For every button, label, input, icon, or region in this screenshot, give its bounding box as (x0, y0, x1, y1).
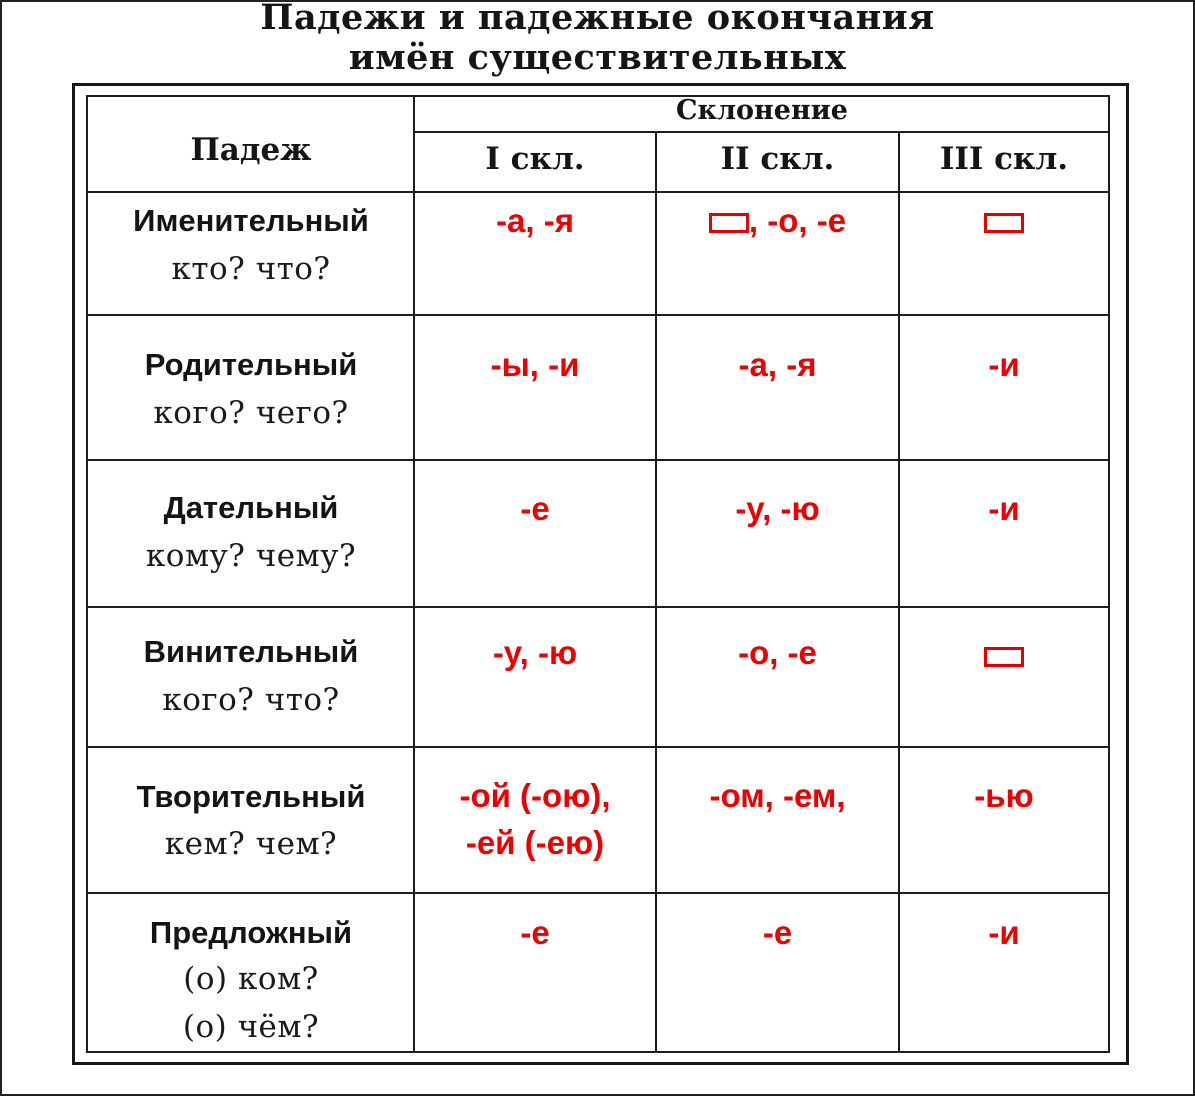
row-divider-header (88, 191, 1109, 193)
ending-prepositional-decl1: -е (520, 914, 550, 951)
question-accusative: кого? что? (162, 682, 340, 718)
header-declension: Склонение (676, 95, 848, 126)
ending-genitive-decl3: -и (988, 346, 1020, 383)
header-decl-3: III скл. (939, 141, 1069, 177)
ending-nominative-decl2-text: , -о, -е (748, 202, 847, 239)
col-divider-case (413, 97, 415, 1053)
question-instrumental: кем? чем? (164, 826, 338, 862)
header-decl-1: I скл. (485, 141, 585, 177)
question-prepositional-line2: (о) чём? (182, 1009, 320, 1045)
row-divider-3 (88, 606, 1109, 608)
ending-prepositional-decl2: -е (762, 914, 793, 951)
ending-accusative-decl2: -о, -е (738, 634, 817, 671)
row-divider-1 (88, 314, 1109, 316)
header-case: Падеж (190, 132, 312, 168)
ending-instrumental-decl1-line2: -ей (-ею) (465, 824, 605, 861)
ending-dative-decl2: -у, -ю (735, 490, 820, 527)
ending-nominative-decl3 (900, 202, 1108, 240)
empty-ending-box (709, 213, 749, 233)
case-genitive: Родительный (144, 347, 358, 382)
title-line-1: Падежи и падежные окончания (260, 0, 935, 38)
header-decl-2: II скл. (720, 141, 835, 177)
case-nominative: Именительный (133, 203, 369, 238)
ending-accusative-decl1: -у, -ю (492, 634, 578, 671)
header-subdivider (415, 131, 1109, 133)
case-dative: Дательный (163, 490, 339, 525)
row-divider-5 (88, 892, 1109, 894)
ending-instrumental-decl3: -ью (974, 777, 1034, 814)
ending-genitive-decl1: -ы, -и (490, 346, 580, 383)
question-dative: кому? чему? (145, 538, 357, 574)
ending-nominative-decl1: -а, -я (496, 202, 574, 239)
ending-instrumental-decl2: -ом, -ем, (709, 777, 846, 814)
ending-dative-decl1: -е (520, 490, 550, 527)
empty-ending-box (984, 213, 1024, 233)
table-right-line (1108, 97, 1110, 1053)
row-divider-2 (88, 459, 1109, 461)
question-prepositional-line1: (о) ком? (183, 961, 319, 997)
ending-instrumental-decl1-line1: -ой (-ою), (459, 777, 611, 814)
case-accusative: Винительный (143, 634, 359, 669)
question-genitive: кого? чего? (153, 395, 349, 431)
ending-dative-decl3: -и (988, 490, 1020, 527)
table-left-line (86, 97, 88, 1053)
row-divider-4 (88, 746, 1109, 748)
ending-nominative-decl2 (657, 202, 898, 240)
empty-ending-box (984, 647, 1024, 667)
question-nominative: кто? что? (171, 251, 331, 287)
ending-prepositional-decl3: -и (988, 914, 1020, 951)
ending-genitive-decl2: -а, -я (738, 346, 817, 383)
case-instrumental: Творительный (136, 779, 366, 814)
document-title (0, 0, 1195, 78)
case-prepositional: Предложный (149, 915, 353, 950)
title-line-2: имён существительных (348, 37, 847, 78)
ending-accusative-decl3 (900, 636, 1108, 674)
table-bottom-line (88, 1051, 1109, 1053)
